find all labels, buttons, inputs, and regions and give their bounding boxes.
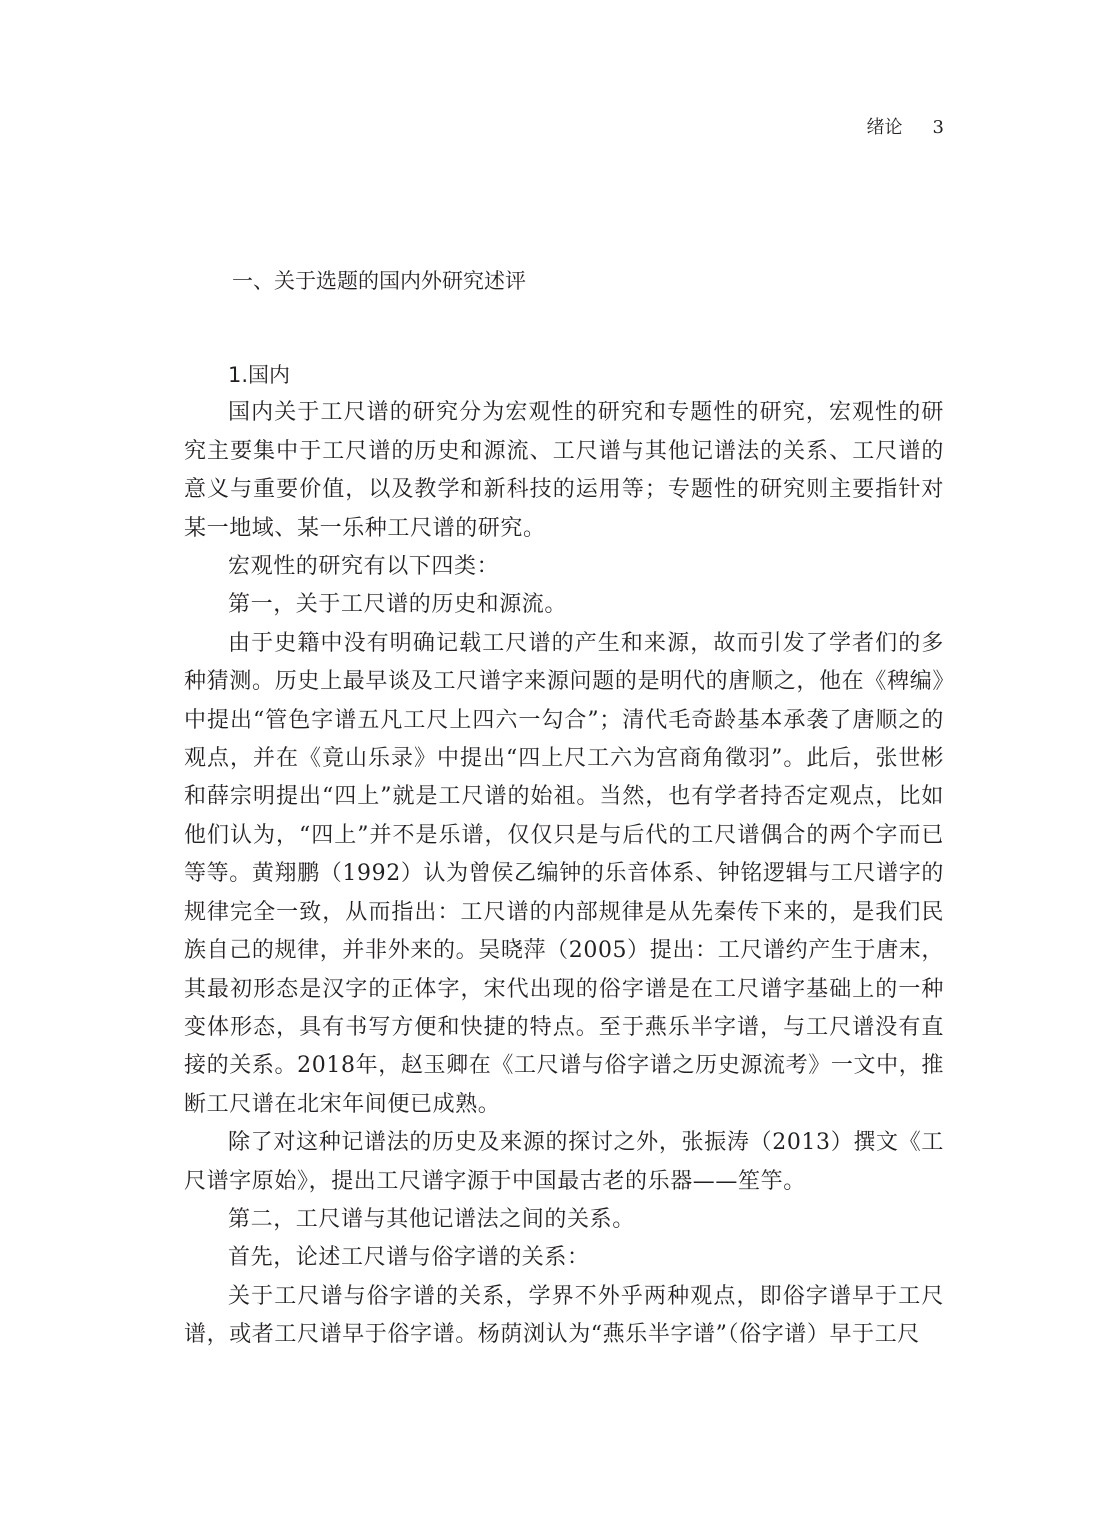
chapter-title: 绪论 [866,117,903,138]
paragraph-first-relation: 首先，论述工尺谱与俗字谱的关系： [228,1245,590,1271]
page-number: 3 [932,117,944,138]
paragraph-history-origin: 由于史籍中没有明确记载工尺谱的产生和来源，故而引发了学者们的多种猜测。历史上最早谈及工尺谱字来源问题的是明代的唐顺之，他在《稗编》中提出“管色字谱五凡工尺上四六一勾合”；清代毛奇龄基本承袭了唐顺之的观点，并在《竟山乐录》中提出“四上尺工六为宫商角徵羽”。此后，张世彬和薛宗明提出“四上”就是工尺谱的始祖。当然，也有学者持否定观点，比如他们认为，“四上”并不是乐谱，仅仅只是与后代的工尺谱偶合的两个字而已等等。黄翔鹏（1992）认为曾侯乙编钟的乐音体系、钟铭逻辑与工尺谱字的规律完全一致，从而指出：工尺谱的内部规律是从先秦传下来的，是我们民族自己的规律，并非外来的。吴晓萍（2005）提出：工尺谱约产生于唐末，其最初形态是汉字的正体字，宋代出现的俗字谱是在工尺谱字基础上的一种变体形态，具有书写方便和快捷的特点。至于燕乐半字谱，与工尺谱没有直接的关系。2018年，赵玉卿在《工尺谱与俗字谱之历史源流考》一文中，推断工尺谱在北宋年间便已成熟。 [184,630,944,1117]
paragraph-other-origin: 除了对这种记谱法的历史及来源的探讨之外，张振涛（2013）撰文《工尺谱字原始》，提出工尺谱字源于中国最古老的乐器——笙竽。 [184,1130,944,1194]
paragraph-four-categories: 宏观性的研究有以下四类： [228,554,500,580]
section-heading: 一、关于选题的国内外研究述评 [232,269,526,293]
paragraph-first-category: 第一，关于工尺谱的历史和源流。 [228,592,568,618]
subsection-heading: 1.国内 [228,363,291,387]
paragraph-second-category: 第二，工尺谱与其他记谱法之间的关系。 [228,1206,635,1232]
body-text [184,356,944,1355]
running-header [867,114,944,142]
paragraph-relation-views: 关于工尺谱与俗字谱的关系，学界不外乎两种观点，即俗字谱早于工尺谱，或者工尺谱早于俗字谱。杨荫浏认为“燕乐半字谱”（俗字谱）早于工尺 [184,1283,944,1348]
paragraph-overview: 国内关于工尺谱的研究分为宏观性的研究和专题性的研究，宏观性的研究主要集中于工尺谱的历史和源流、工尺谱与其他记谱法的关系、工尺谱的意义与重要价值，以及教学和新科技的运用等；专题性的研究则主要指针对某一地域、某一乐种工尺谱的研究。 [184,400,944,541]
